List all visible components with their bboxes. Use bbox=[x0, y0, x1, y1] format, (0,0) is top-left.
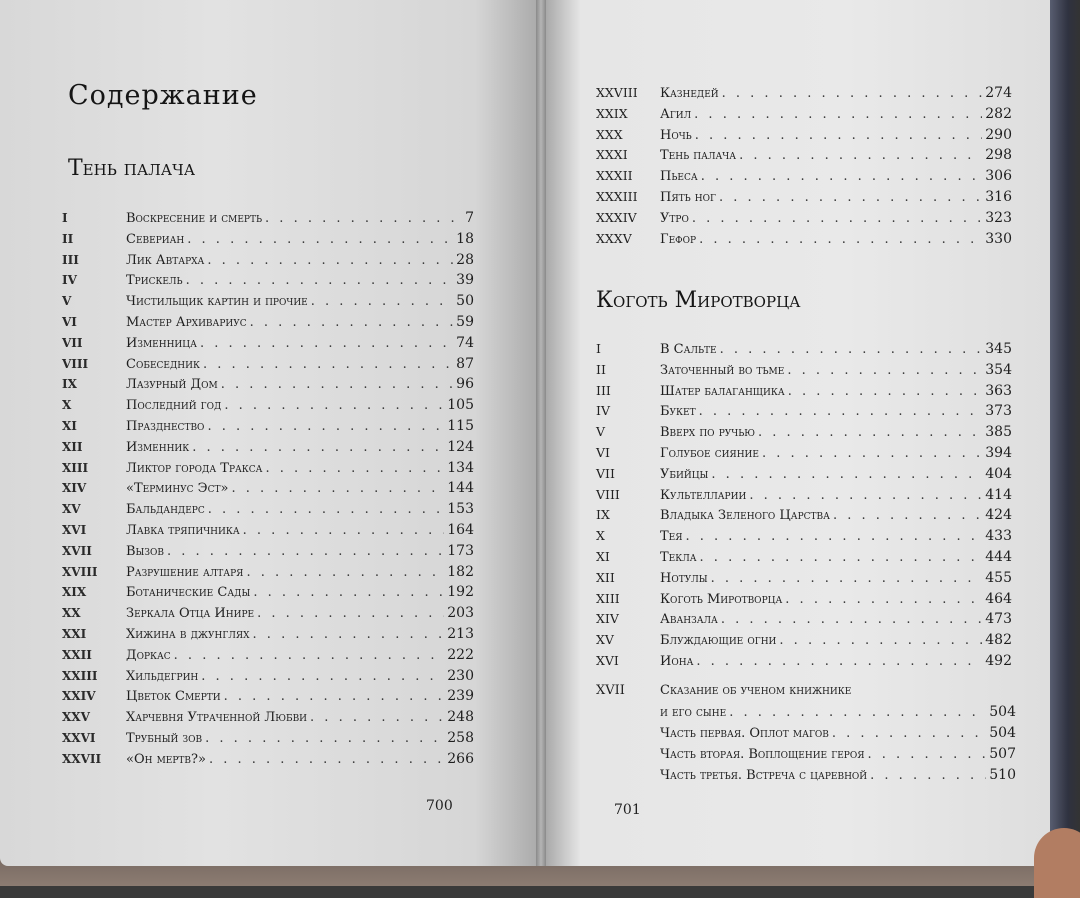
page-ref: 39 bbox=[456, 272, 474, 289]
chapter-number: XIII bbox=[62, 460, 89, 475]
leader-dots bbox=[208, 502, 445, 517]
page-ref: 222 bbox=[447, 646, 474, 663]
toc-entry bbox=[62, 272, 474, 293]
page-ref: 330 bbox=[985, 230, 1012, 247]
toc-entry bbox=[62, 730, 474, 751]
title-line2-text: и его сыне bbox=[660, 705, 727, 720]
toc-entry bbox=[62, 668, 474, 689]
toc-entry bbox=[596, 570, 1012, 591]
page-ref: 394 bbox=[985, 445, 1012, 461]
chapter-title: Бальдандерс bbox=[126, 502, 205, 518]
toc-entry bbox=[62, 647, 474, 668]
page-ref: 96 bbox=[456, 376, 474, 393]
chapter-title: Харчевня Утраченной Любви bbox=[126, 710, 308, 726]
toc-entry bbox=[62, 356, 474, 377]
leader-dots bbox=[832, 726, 986, 741]
leader-dots bbox=[762, 446, 982, 461]
toc-entry bbox=[596, 591, 1012, 612]
toc-entry bbox=[62, 252, 474, 273]
leader-dots bbox=[870, 768, 986, 783]
leader-dots bbox=[720, 342, 983, 357]
leader-dots bbox=[311, 294, 453, 309]
chapter-number: XXIX bbox=[596, 105, 628, 121]
page-ref: 248 bbox=[447, 709, 474, 726]
chapter-number: XXI bbox=[62, 627, 87, 641]
leader-dots bbox=[721, 612, 982, 627]
leader-dots bbox=[257, 606, 444, 621]
leader-dots bbox=[253, 627, 445, 642]
chapter-number: II bbox=[62, 231, 74, 246]
chapter-number: VII bbox=[62, 335, 83, 350]
leader-dots bbox=[700, 550, 983, 565]
chapter-number: VIII bbox=[62, 356, 89, 371]
toc-entry bbox=[596, 528, 1012, 549]
page-ref: 173 bbox=[447, 542, 474, 559]
chapter-number: VII bbox=[596, 465, 615, 481]
page-ref: 507 bbox=[989, 746, 1016, 762]
subpart-entry bbox=[660, 746, 1016, 762]
chapter-number: XI bbox=[596, 549, 610, 564]
chapter-number: XIX bbox=[62, 585, 87, 600]
toc-entry bbox=[596, 362, 1012, 383]
toc-entry bbox=[62, 564, 474, 585]
chapter-title: Ликтор города Тракса bbox=[126, 460, 263, 476]
left-page bbox=[0, 0, 540, 866]
chapter-title: Воскресение и смерть bbox=[126, 211, 263, 226]
leader-dots bbox=[699, 232, 982, 247]
chapter-number: XXXII bbox=[596, 168, 633, 184]
page-ref: 298 bbox=[985, 147, 1012, 164]
page-ref: 444 bbox=[985, 549, 1012, 565]
toc-entry bbox=[62, 605, 474, 626]
chapter-title: Севериан bbox=[126, 231, 185, 247]
subpart-entry bbox=[660, 725, 1016, 741]
part-title-right: Коготь Миротворца bbox=[596, 288, 801, 313]
toc-entry bbox=[596, 127, 1012, 148]
chapter-title: Текла bbox=[660, 550, 697, 565]
leader-dots bbox=[779, 633, 982, 648]
leader-dots bbox=[695, 128, 983, 143]
page-ref: 203 bbox=[447, 605, 474, 622]
toc-entry bbox=[62, 293, 474, 314]
chapter-number: I bbox=[596, 341, 601, 356]
toc-entry bbox=[62, 376, 474, 397]
toc-entry bbox=[596, 210, 1012, 231]
chapter-title: Вызов bbox=[126, 543, 165, 559]
leader-dots bbox=[207, 419, 444, 434]
chapter-title: Мастер Архивариус bbox=[126, 315, 247, 330]
page-ref: 414 bbox=[985, 486, 1012, 503]
chapter-title: В Сальте bbox=[660, 342, 717, 357]
chapter-number: XVI bbox=[62, 523, 87, 537]
toc-entry bbox=[596, 106, 1012, 127]
page-number-right: 701 bbox=[614, 802, 641, 818]
page-ref: 28 bbox=[456, 251, 474, 268]
chapter-title: Ночь bbox=[660, 127, 692, 143]
page-ref: 50 bbox=[456, 293, 474, 310]
chapter-title: Владыка Зеленого Царства bbox=[660, 508, 830, 524]
page-ref: 433 bbox=[985, 528, 1012, 545]
chapter-number: IX bbox=[62, 377, 77, 392]
page-ref: 144 bbox=[447, 480, 474, 497]
chapter-number: XXX bbox=[596, 126, 623, 142]
page-ref: 354 bbox=[985, 361, 1012, 378]
chapter-title: Нотулы bbox=[660, 570, 708, 586]
chapter-title: Цветок Смерти bbox=[126, 689, 221, 705]
toc-entry bbox=[596, 383, 1012, 404]
chapter-title: «Он мертв?» bbox=[126, 751, 206, 767]
chapter-title: Пьеса bbox=[660, 169, 698, 185]
chapter-number: XXVIII bbox=[596, 85, 638, 100]
book-cover-edge bbox=[1050, 0, 1080, 886]
chapter-number: IX bbox=[596, 507, 610, 523]
leader-dots bbox=[699, 404, 983, 419]
chapter-number: XIV bbox=[62, 481, 87, 496]
toc-entry bbox=[596, 168, 1012, 189]
page-ref: 482 bbox=[985, 632, 1012, 649]
chapter-number: XXV bbox=[62, 710, 90, 725]
chapter-number: XII bbox=[596, 569, 615, 585]
page-ref: 59 bbox=[456, 314, 474, 330]
chapter-title: Разрушение алтаря bbox=[126, 564, 244, 580]
right-page bbox=[540, 0, 1050, 866]
chapter-number: XXII bbox=[62, 647, 92, 662]
chapter-title: Чистильщик картин и прочие bbox=[126, 294, 308, 310]
chapter-number: XXIV bbox=[62, 689, 96, 704]
chapter-title: Тея bbox=[660, 529, 683, 545]
leader-dots bbox=[711, 467, 982, 482]
leader-dots bbox=[174, 648, 445, 663]
page-ref: 464 bbox=[985, 590, 1012, 607]
toc-entry bbox=[62, 584, 474, 605]
chapter-title: Трубный зов bbox=[126, 731, 203, 746]
page-ref: 404 bbox=[985, 465, 1012, 482]
chapter-title: Лик Автарха bbox=[126, 252, 205, 268]
page-ref: 213 bbox=[447, 626, 474, 642]
chapter-title: Зеркала Отца Инире bbox=[126, 606, 255, 622]
leader-dots bbox=[787, 363, 982, 378]
page-ref: 182 bbox=[447, 563, 474, 580]
chapter-number: XX bbox=[62, 606, 81, 621]
chapter-number: VI bbox=[62, 315, 77, 329]
chapter-title: Последний год bbox=[126, 398, 222, 414]
toc-entry bbox=[596, 341, 1012, 362]
page-ref: 290 bbox=[985, 126, 1012, 143]
toc-entry bbox=[596, 231, 1012, 252]
toc-entry bbox=[62, 231, 474, 252]
leader-dots bbox=[167, 544, 444, 559]
toc-entry bbox=[62, 543, 474, 564]
leader-dots bbox=[224, 398, 444, 413]
leader-dots bbox=[246, 565, 444, 580]
chapter-number: XXXI bbox=[596, 147, 628, 163]
leader-dots bbox=[265, 211, 462, 226]
chapter-title: Агил bbox=[660, 106, 692, 122]
chapter-number: XV bbox=[62, 502, 81, 517]
chapter-number: I bbox=[62, 211, 68, 225]
chapter-number: X bbox=[596, 528, 605, 544]
chapter-title: Блуждающие огни bbox=[660, 633, 777, 649]
chapter-number: XIII bbox=[596, 590, 620, 606]
chapter-title: Аванзала bbox=[660, 612, 718, 628]
toc-entry bbox=[62, 709, 474, 730]
book-spine bbox=[536, 0, 546, 866]
toc-entry bbox=[62, 626, 474, 647]
chapter-title: Вверх по ручью bbox=[660, 425, 756, 441]
toc-entry bbox=[596, 632, 1012, 653]
chapter-title: Убийцы bbox=[660, 466, 709, 482]
leader-dots bbox=[231, 481, 444, 496]
page-ref: 504 bbox=[989, 704, 1016, 720]
page-ref: 316 bbox=[985, 189, 1012, 205]
chapter-number: XVIII bbox=[62, 564, 98, 579]
page-ref: 192 bbox=[447, 584, 474, 601]
leader-dots bbox=[265, 461, 444, 476]
leader-dots bbox=[253, 585, 444, 600]
chapter-number: III bbox=[596, 382, 611, 398]
leader-dots bbox=[739, 148, 982, 163]
toc-entry bbox=[596, 549, 1012, 570]
leader-dots bbox=[696, 654, 982, 669]
chapter-title: Доркас bbox=[126, 647, 171, 663]
finger bbox=[1034, 828, 1080, 898]
leader-dots bbox=[209, 752, 444, 767]
toc-entry bbox=[596, 424, 1012, 445]
leader-dots bbox=[200, 336, 453, 351]
page-ref: 363 bbox=[985, 382, 1012, 399]
chapter-number: XII bbox=[62, 439, 83, 454]
chapter-title: Голубое сияние bbox=[660, 446, 759, 461]
toc-entry-title-line1: Сказание об ученом книжнике bbox=[660, 683, 852, 698]
toc-entry bbox=[62, 751, 474, 772]
page-ref: 510 bbox=[989, 767, 1016, 783]
chapter-title: Пять ног bbox=[660, 190, 716, 205]
leader-dots bbox=[701, 169, 983, 184]
toc-entry bbox=[596, 653, 1012, 674]
toc-entry bbox=[596, 466, 1012, 487]
toc-entry bbox=[596, 487, 1012, 508]
chapter-number: XXVII bbox=[62, 751, 102, 766]
chapter-title: Изменник bbox=[126, 439, 190, 455]
contents-heading: Содержание bbox=[68, 80, 258, 111]
page-ref: 74 bbox=[456, 334, 474, 351]
toc-entry bbox=[62, 522, 474, 543]
leader-dots bbox=[722, 86, 983, 101]
page-ref: 274 bbox=[985, 85, 1012, 101]
page-ref: 87 bbox=[456, 355, 474, 372]
chapter-number: XXXIII bbox=[596, 189, 638, 204]
part-title-left: Тень палача bbox=[68, 156, 196, 181]
toc-entry bbox=[596, 445, 1012, 466]
chapter-title: Трискель bbox=[126, 273, 183, 289]
chapter-title: Ботанические Сады bbox=[126, 585, 251, 601]
chapter-title: Лазурный Дом bbox=[126, 377, 218, 393]
toc-entry-num-xvii: XVII bbox=[596, 683, 625, 698]
page-ref: 153 bbox=[447, 501, 474, 518]
chapter-number: VIII bbox=[596, 486, 620, 502]
leader-dots bbox=[192, 440, 444, 455]
page-ref: 424 bbox=[985, 507, 1012, 524]
leader-dots bbox=[205, 731, 444, 746]
page-ref: 385 bbox=[985, 424, 1012, 441]
toc-entry-title-line2 bbox=[660, 704, 1016, 720]
page-ref: 115 bbox=[447, 418, 474, 434]
toc-entry bbox=[596, 507, 1012, 528]
page-ref: 124 bbox=[447, 438, 474, 455]
chapter-title: Иона bbox=[660, 654, 694, 669]
toc-entry bbox=[596, 611, 1012, 632]
toc-entry bbox=[62, 397, 474, 418]
chapter-title: Казнедей bbox=[660, 86, 719, 101]
chapter-title: Коготь Миротворца bbox=[660, 591, 783, 607]
toc-entry bbox=[62, 460, 474, 481]
chapter-number: IV bbox=[596, 403, 610, 419]
toc-entry bbox=[596, 147, 1012, 168]
page-ref: 492 bbox=[985, 653, 1012, 669]
page-ref: 373 bbox=[985, 403, 1012, 420]
leader-dots bbox=[224, 689, 445, 704]
chapter-number: XXVI bbox=[62, 731, 96, 745]
chapter-number: III bbox=[62, 252, 79, 267]
page-ref: 345 bbox=[985, 341, 1012, 357]
page-ref: 282 bbox=[985, 105, 1012, 122]
chapter-title: Шатер балаганщика bbox=[660, 383, 785, 399]
leader-dots bbox=[694, 107, 982, 122]
page-ref: 258 bbox=[447, 730, 474, 746]
chapter-number: XXIII bbox=[62, 668, 98, 683]
chapter-title: Празднество bbox=[126, 419, 205, 434]
page-number-left: 700 bbox=[426, 798, 453, 814]
chapter-title: Гефор bbox=[660, 231, 697, 247]
leader-dots bbox=[207, 253, 453, 268]
page-ref: 7 bbox=[465, 210, 474, 226]
chapter-number: VI bbox=[596, 445, 610, 460]
leader-dots bbox=[187, 232, 453, 247]
chapter-title: Изменница bbox=[126, 335, 197, 351]
chapter-number: XIV bbox=[596, 611, 619, 627]
leader-dots bbox=[186, 273, 454, 288]
page-ref: 239 bbox=[447, 688, 474, 705]
chapter-title: «Терминус Эст» bbox=[126, 481, 229, 497]
toc-entry bbox=[62, 688, 474, 709]
leader-dots bbox=[868, 747, 987, 762]
chapter-number: IV bbox=[62, 273, 77, 288]
page-ref: 164 bbox=[447, 522, 474, 538]
page-ref: 18 bbox=[456, 230, 474, 247]
chapter-title: Тень палача bbox=[660, 148, 737, 164]
leader-dots bbox=[692, 211, 982, 226]
chapter-title: Заточенный во тьме bbox=[660, 362, 785, 378]
toc-entry bbox=[62, 480, 474, 501]
subpart-entry bbox=[660, 767, 1016, 783]
toc-entry bbox=[62, 210, 474, 231]
leader-dots bbox=[729, 705, 986, 720]
leader-dots bbox=[833, 508, 982, 523]
subpart-title: Часть первая. Оплот магов bbox=[660, 726, 829, 741]
chapter-number: II bbox=[596, 361, 606, 377]
page-ref: 105 bbox=[447, 397, 474, 414]
page-ref: 504 bbox=[989, 725, 1016, 741]
chapter-title: Собеседник bbox=[126, 356, 200, 372]
chapter-number: V bbox=[596, 424, 606, 440]
chapter-title: Лавка тряпичника bbox=[126, 523, 240, 538]
chapter-title: Хильдегрин bbox=[126, 668, 199, 684]
toc-entry bbox=[596, 189, 1012, 210]
leader-dots bbox=[221, 377, 453, 392]
chapter-number: XI bbox=[62, 419, 77, 433]
leader-dots bbox=[686, 529, 983, 544]
chapter-title: Культелларии bbox=[660, 487, 747, 503]
leader-dots bbox=[203, 357, 453, 372]
toc-entry bbox=[62, 501, 474, 522]
leader-dots bbox=[788, 384, 983, 399]
chapter-title: Хижина в джунглях bbox=[126, 627, 250, 642]
leader-dots bbox=[758, 425, 982, 440]
toc-entry bbox=[62, 418, 474, 439]
leader-dots bbox=[201, 669, 444, 684]
toc-entry bbox=[62, 314, 474, 335]
leader-dots bbox=[719, 190, 982, 205]
chapter-number: XXXV bbox=[596, 230, 632, 246]
page-ref: 134 bbox=[447, 459, 474, 476]
page-ref: 230 bbox=[447, 667, 474, 684]
toc-entry bbox=[596, 85, 1012, 106]
chapter-number: XVII bbox=[62, 543, 92, 558]
chapter-title: Букет bbox=[660, 404, 696, 420]
subpart-title: Часть третья. Встреча с царевной bbox=[660, 768, 868, 783]
leader-dots bbox=[310, 710, 444, 725]
chapter-number: V bbox=[62, 294, 72, 309]
page-ref: 323 bbox=[985, 209, 1012, 226]
page-ref: 455 bbox=[985, 569, 1012, 586]
chapter-number: XV bbox=[596, 632, 614, 648]
page-ref: 473 bbox=[985, 611, 1012, 628]
leader-dots bbox=[749, 488, 982, 503]
toc-entry bbox=[62, 335, 474, 356]
page-ref: 266 bbox=[447, 750, 474, 767]
chapter-number: X bbox=[62, 398, 72, 413]
chapter-number: XVI bbox=[596, 653, 619, 668]
toc-entry bbox=[62, 439, 474, 460]
leader-dots bbox=[250, 315, 454, 330]
page-ref: 306 bbox=[985, 168, 1012, 185]
toc-entry bbox=[596, 403, 1012, 424]
leader-dots bbox=[243, 523, 445, 538]
leader-dots bbox=[711, 571, 983, 586]
chapter-title: Утро bbox=[660, 210, 689, 226]
chapter-number: XXXIV bbox=[596, 209, 637, 225]
subpart-title: Часть вторая. Воплощение героя bbox=[660, 747, 865, 762]
leader-dots bbox=[785, 592, 982, 607]
